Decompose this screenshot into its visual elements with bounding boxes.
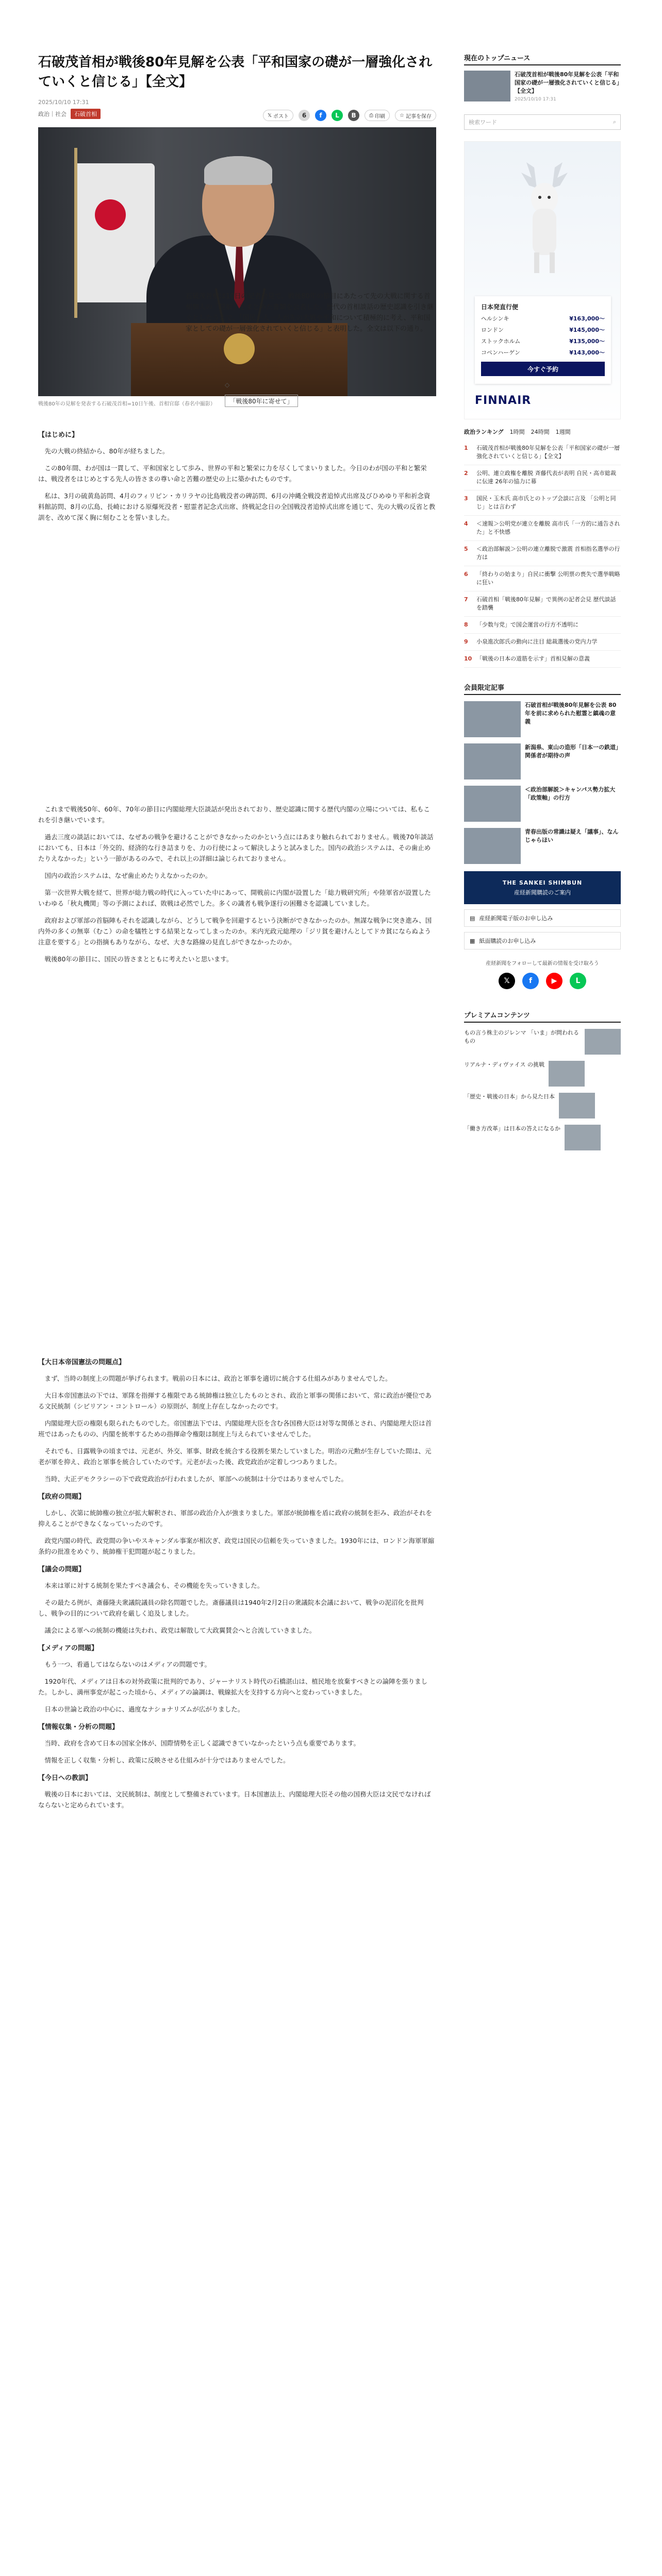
member-article[interactable]: ＜政治部解説＞キャンパス勢力拡大 「政策軸」の行方 [464, 786, 621, 822]
member-article[interactable]: 石破首相が戦後80年見解を公表 80年を前に求められた慰霊と鎮魂の意義 [464, 701, 621, 737]
youtube-follow-icon[interactable]: ▶ [546, 973, 562, 989]
printer-icon: ⎙ [369, 112, 374, 118]
ranking-item[interactable]: 7 石破首相「戦後80年見解」で異例の記者会見 歴代談話を踏襲 [464, 591, 621, 617]
tab-24h[interactable]: 24時間 [531, 429, 550, 435]
topic-badge[interactable]: 石破首相 [71, 109, 101, 119]
section-heading: 【情報収集・分析の問題】 [38, 1723, 119, 1731]
inline-ad-space [38, 688, 436, 796]
digital-subscribe-link[interactable]: ▤ 産経新聞電子版のお申し込み [464, 909, 621, 927]
article-main [38, 53, 436, 407]
paragraph: 本来は軍に対する統制を果たすべき議会も、その機能を失っていきました。 [44, 1582, 264, 1589]
follow-label: 産経新聞をフォローして最新の情報を受け取ろう [486, 961, 599, 967]
x-follow-icon[interactable]: 𝕏 [499, 973, 515, 989]
tab-1w[interactable]: 1週間 [555, 429, 571, 435]
paragraph: 大日本帝国憲法の下では、軍隊を指揮する権限である統帥権は独立したものとされ、政治と軍事の関係において、常に政治が優位である文民統制（シビリアン・コントロール）の原則が、制度上存在しなかったのです。 [38, 1392, 432, 1410]
facebook-share-icon[interactable]: f [315, 110, 326, 121]
paragraph: 政府および軍部の首脳陣もそれを認識しながら、どうして戦争を回避するという決断ができなかったのか。無謀な戦争に突き進み、国内外の多くの無辜（むこ）の命を犠牲とする結果となってしまったのか。米内光政元総理の「ジリ貧を避けんとしてドカ貧にならぬよう注意を要する」との指摘もありながら、なぜ、大きな路線の見直しができなかったのか。 [38, 917, 432, 946]
premium-item[interactable]: 「働き方改革」は日本の答えになるか [464, 1125, 621, 1150]
print-button[interactable]: ⎙ 印刷 [365, 110, 390, 121]
document-icon: ▤ [470, 914, 475, 922]
ad-route: 日本発直行便 [481, 303, 519, 311]
member-article[interactable]: 青春出版の常識は疑え「議事」、なんじゃらほい [464, 828, 621, 864]
section-title-box: 「戦後80年に寄せて」 [225, 395, 298, 407]
premium-thumbnail [559, 1093, 595, 1118]
ad-book-button[interactable]: 今すぐ予約 [481, 362, 605, 376]
paragraph: これまで戦後50年、60年、70年の節目に内閣総理大臣談話が発出されており、歴史認識に関する歴代内閣の立場については、私もこれを引き継いでいます。 [38, 805, 430, 824]
fare-row: ヘルシンキ ¥163,000〜 [481, 315, 605, 322]
sidebar [464, 53, 621, 1150]
section-heading: 【今日への教訓】 [38, 1774, 92, 1782]
divider-mark: ◇ [225, 381, 230, 388]
member-article[interactable]: 新潟県、東山の造形「日本一の鉄道」関係者が期待の声 [464, 743, 621, 779]
sidebar-ad[interactable] [464, 141, 621, 419]
ranking-item[interactable]: 4 ＜速報＞公明党が連立を離脱 高市氏「一方的に通告された」と不快感 [464, 516, 621, 541]
top-news-date: 2025/10/10 17:31 [515, 97, 556, 102]
section-heading: 【大日本帝国憲法の問題点】 [38, 1359, 126, 1366]
paragraph: その最たる例が、斎藤隆夫衆議院議員の除名問題でした。斎藤議員は1940年2月2日の衆議院本会議において、戦争の泥沼化を批判し、戦争の目的について政府を厳しく追及しました。 [38, 1599, 424, 1617]
article-body-2 [38, 804, 436, 971]
ranking-item[interactable]: 10 「戦後の日本の道筋を示す」首相見解の意義 [464, 651, 621, 668]
fare-row: ロンドン ¥145,000〜 [481, 327, 605, 333]
section-heading: 【議会の問題】 [38, 1566, 86, 1573]
ad-brand-logo: FINNAIR [475, 394, 532, 407]
section-heading: 【メディアの問題】 [38, 1645, 98, 1652]
paragraph: 第一次世界大戦を経て、世界が総力戦の時代に入っていた中にあって、開戦前に内閣が設置した「総力戦研究所」や陸軍省が設置したいわゆる「秋丸機関」等の予測によれば、敗戦は必然でした。多くの識者も戦争遂行の困難さを認識していました。 [38, 889, 431, 907]
x-post-button[interactable]: 𝕏 ポスト [263, 110, 293, 121]
ranking-item[interactable]: 3 国民・玉木氏 高市氏とのトップ会談に言及 「公明と同じ」とは言わず [464, 490, 621, 516]
paragraph: この80年間、わが国は一貫して、平和国家として歩み、世界の平和と繁栄に力を尽くしてまいりました。今日のわが国の平和と繁栄は、戦没者をはじめとする先人の皆さまの尊い命と苦難の歴史の上に築かれたものです。 [38, 464, 427, 483]
fare-row: ストックホルム ¥135,000〜 [481, 338, 605, 345]
tab-1h[interactable]: 1時間 [509, 429, 525, 435]
paragraph: 戦後80年の節目に、国民の皆さまとともに考えたいと思います。 [44, 955, 233, 963]
reindeer-illustration [506, 157, 583, 276]
paragraph: しかし、次第に統帥権の独立が拡大解釈され、軍部の政治介入が強まりました。軍部が統帥権を盾に政府の統制を拒み、政治がそれを抑えることができなくなっていったのです。 [38, 1509, 433, 1528]
paper-subscribe-link[interactable]: ▦ 紙面購読のお申し込み [464, 932, 621, 950]
paragraph: 私は、3月の硫黄島訪問、4月のフィリピン・カリラヤの比島戦没者の碑訪問、6月の沖縄全戦没者追悼式出席及びひめゆり平和祈念資料館訪問、8月の広島、長崎における原爆死没者・慰霊者記念式出席、終戦記念日の全国戦没者追悼式出席を通じて、先の大戦の反省と教訓を、改めて深く胸に刻むことを誓いました。 [38, 492, 436, 521]
x-icon: 𝕏 [267, 112, 272, 118]
top-news-item[interactable] [464, 71, 621, 102]
article-headline: 石破茂首相が戦後80年見解を公表「平和国家の礎が一層強化されていくと信じる」【全文】 [38, 55, 433, 90]
member-articles-heading: 会員限定記事 [464, 682, 621, 695]
paragraph: 国内の政治システムは、なぜ歯止めたりえなかったのか。 [44, 872, 212, 879]
ranking-item[interactable]: 8 「少数与党」で国会運営の行方不透明に [464, 617, 621, 634]
bookmark-share-icon[interactable]: B [348, 110, 359, 121]
paragraph: 戦後の日本においては、文民統制は、制度として整備されています。日本国憲法上、内閣総理大臣その他の国務大臣は文民でなければならないと定められています。 [38, 1790, 431, 1809]
podium-emblem [224, 333, 255, 364]
premium-content-heading: プレミアムコンテンツ [464, 1010, 621, 1023]
premium-item[interactable]: 「歴史・戦後の日本」から見た日本 [464, 1093, 621, 1118]
bookmark-icon: ☆ [400, 112, 404, 118]
article-body-3 [38, 1350, 436, 1817]
ranking-item[interactable]: 9 小泉進次郎氏の動向に注目 総裁選後の党内力学 [464, 634, 621, 651]
save-article-button[interactable]: ☆ 記事を保存 [395, 110, 436, 121]
paragraph: 議会による軍への統制の機能は失われ、政党は解散して大政翼賛会へと合流していきました。 [44, 1626, 316, 1634]
member-thumbnail [464, 828, 521, 864]
facebook-follow-icon[interactable]: f [522, 973, 539, 989]
paragraph: 過去三度の談話においては、なぜあの戦争を避けることができなかったのかという点にはあまり触れられておりません。戦後70年談話においても、日本は「外交的、経済的な行き詰まりを、力の行使によって解決しようと試みました。国内の政治システムは、その歯止めたりえなかった」という一節があるのみで、それ以上の詳細は論じられておりません。 [38, 833, 434, 862]
ranking-list [464, 440, 621, 668]
ranking-item[interactable]: 1 石破茂首相が戦後80年見解を公表「平和国家の礎が一層強化されていくと信じる」【全文】 [464, 440, 621, 465]
top-news-heading: 現在のトップニュース [464, 53, 621, 65]
paragraph: 当時、政府を含めて日本の国家全体が、国際情勢を正しく認識できていなかったという点も重要であります。 [44, 1739, 360, 1747]
premium-item[interactable]: もの言う株主のジレンマ 「いま」が問われるもの [464, 1029, 621, 1055]
section-heading: 【はじめに】 [38, 431, 79, 439]
paragraph: 先の大戦の終結から、80年が経ちました。 [44, 447, 169, 455]
section-heading: 【政府の問題】 [38, 1493, 86, 1501]
member-thumbnail [464, 786, 521, 822]
article-photo [38, 127, 436, 396]
search-placeholder: 検索ワード [469, 119, 497, 126]
premium-thumbnail [565, 1125, 601, 1150]
article-date: 2025/10/10 17:31 [38, 99, 89, 106]
top-news-title: 石破茂首相が戦後80年見解を公表「平和国家の礎が一層強化されていくと信じる」【全文】 [515, 71, 620, 94]
article-lead: 石破茂首相は10日の記者会見で、戦後80年の節目にあたって先の大戦に関する首相個人の「見解」をまとめた書類を公表した。歴代の首相談話の歴史認識を引き継ぐとしたうえで、「国民一人一人が先の大戦や平和について積極的に考え、平和国家としての礎が一層強化されていくと信じる」と表明した。全文は以下の通り。 [186, 293, 434, 333]
paragraph: 政党内閣の時代、政党間の争いやスキャンダル事案が相次ぎ、政党は国民の信頼を失っていきました。1930年には、ロンドン海軍軍縮条約の批准をめぐり、統帥権干犯問題が起こりました。 [38, 1537, 435, 1555]
share-count-badge: 6 [299, 110, 310, 121]
member-thumbnail [464, 743, 521, 779]
premium-item[interactable]: リアルナ・ディヴァイス の挑戦 [464, 1061, 621, 1087]
line-share-icon[interactable]: L [332, 110, 343, 121]
national-flag [77, 163, 155, 302]
ranking-item[interactable]: 5 ＜政治部解説＞公明の連立離脱で激震 首相指名選挙の行方は [464, 541, 621, 566]
paragraph: 日本の世論と政治の中心に、過度なナショナリズムが広がりました。 [44, 1705, 244, 1713]
paragraph: まず、当時の制度上の問題が挙げられます。戦前の日本には、政治と軍事を適切に統合する仕組みがありませんでした。 [44, 1375, 392, 1382]
paragraph: 内閣総理大臣の権限も限られたものでした。帝国憲法下では、内閣総理大臣を含む各国務大臣は対等な関係とされ、内閣総理大臣は首班ではあったものの、内閣を統率するための指揮命令権限は制度上与えられていませんでした。 [38, 1419, 432, 1438]
tab-politics-ranking[interactable]: 政治ランキング [464, 429, 504, 435]
premium-thumbnail [585, 1029, 621, 1055]
category-link[interactable]: 政治｜社会 [38, 111, 67, 117]
premium-thumbnail [549, 1061, 585, 1087]
fare-row: コペンハーゲン ¥143,000〜 [481, 349, 605, 356]
line-follow-icon[interactable]: L [570, 973, 586, 989]
subscription-banner[interactable]: THE SANKEI SHIMBUN 産経新聞購読のご案内 [464, 871, 621, 904]
ranking-tabs [464, 428, 621, 436]
article-body-1 [38, 422, 436, 529]
photo-caption: 戦後80年の見解を発表する石破茂首相=10日午後、首相官邸（春名中撮影） [38, 401, 216, 407]
newspaper-icon: ▦ [470, 937, 475, 944]
paragraph: 情報を正しく収集・分析し、政策に反映させる仕組みが十分ではありませんでした。 [44, 1756, 290, 1764]
paragraph: 1920年代、メディアは日本の対外政策に批判的であり、ジャーナリスト時代の石橋湛山は、植民地を放棄すべきとの論陣を張りました。しかし、満州事変が起こった頃から、メディアの論調は、戦線拡大を支持する方向へと変わっていきました。 [38, 1677, 428, 1696]
top-news-thumbnail [464, 71, 510, 101]
ranking-item[interactable]: 2 公明、連立政権を離脱 斉藤代表が表明 自民・高市総裁に伝達 26年の協力に幕 [464, 465, 621, 490]
paragraph: それでも、日露戦争の頃までは、元老が、外交、軍事、財政を統合する役割を果たしていました。明治の元勲が生存していた間は、元老が軍を抑え、政治と軍事を統合していたのです。元老が去った後、政党政治が定着しつつありました。 [38, 1447, 432, 1466]
ad-fare-card[interactable] [475, 296, 611, 384]
member-thumbnail [464, 701, 521, 737]
search-icon[interactable]: ⌕ [613, 118, 616, 125]
search-input[interactable] [464, 114, 621, 130]
ranking-item[interactable]: 6 「終わりの始まり」自民に衝撃 公明票の喪失で選挙戦略に狂い [464, 566, 621, 591]
paragraph: もう一つ、看過してはならないのはメディアの問題です。 [44, 1660, 211, 1668]
follow-icons [464, 973, 621, 989]
paragraph: 当時、大正デモクラシーの下で政党政治が行われましたが、軍部への統制は十分ではありませんでした。 [44, 1475, 348, 1483]
